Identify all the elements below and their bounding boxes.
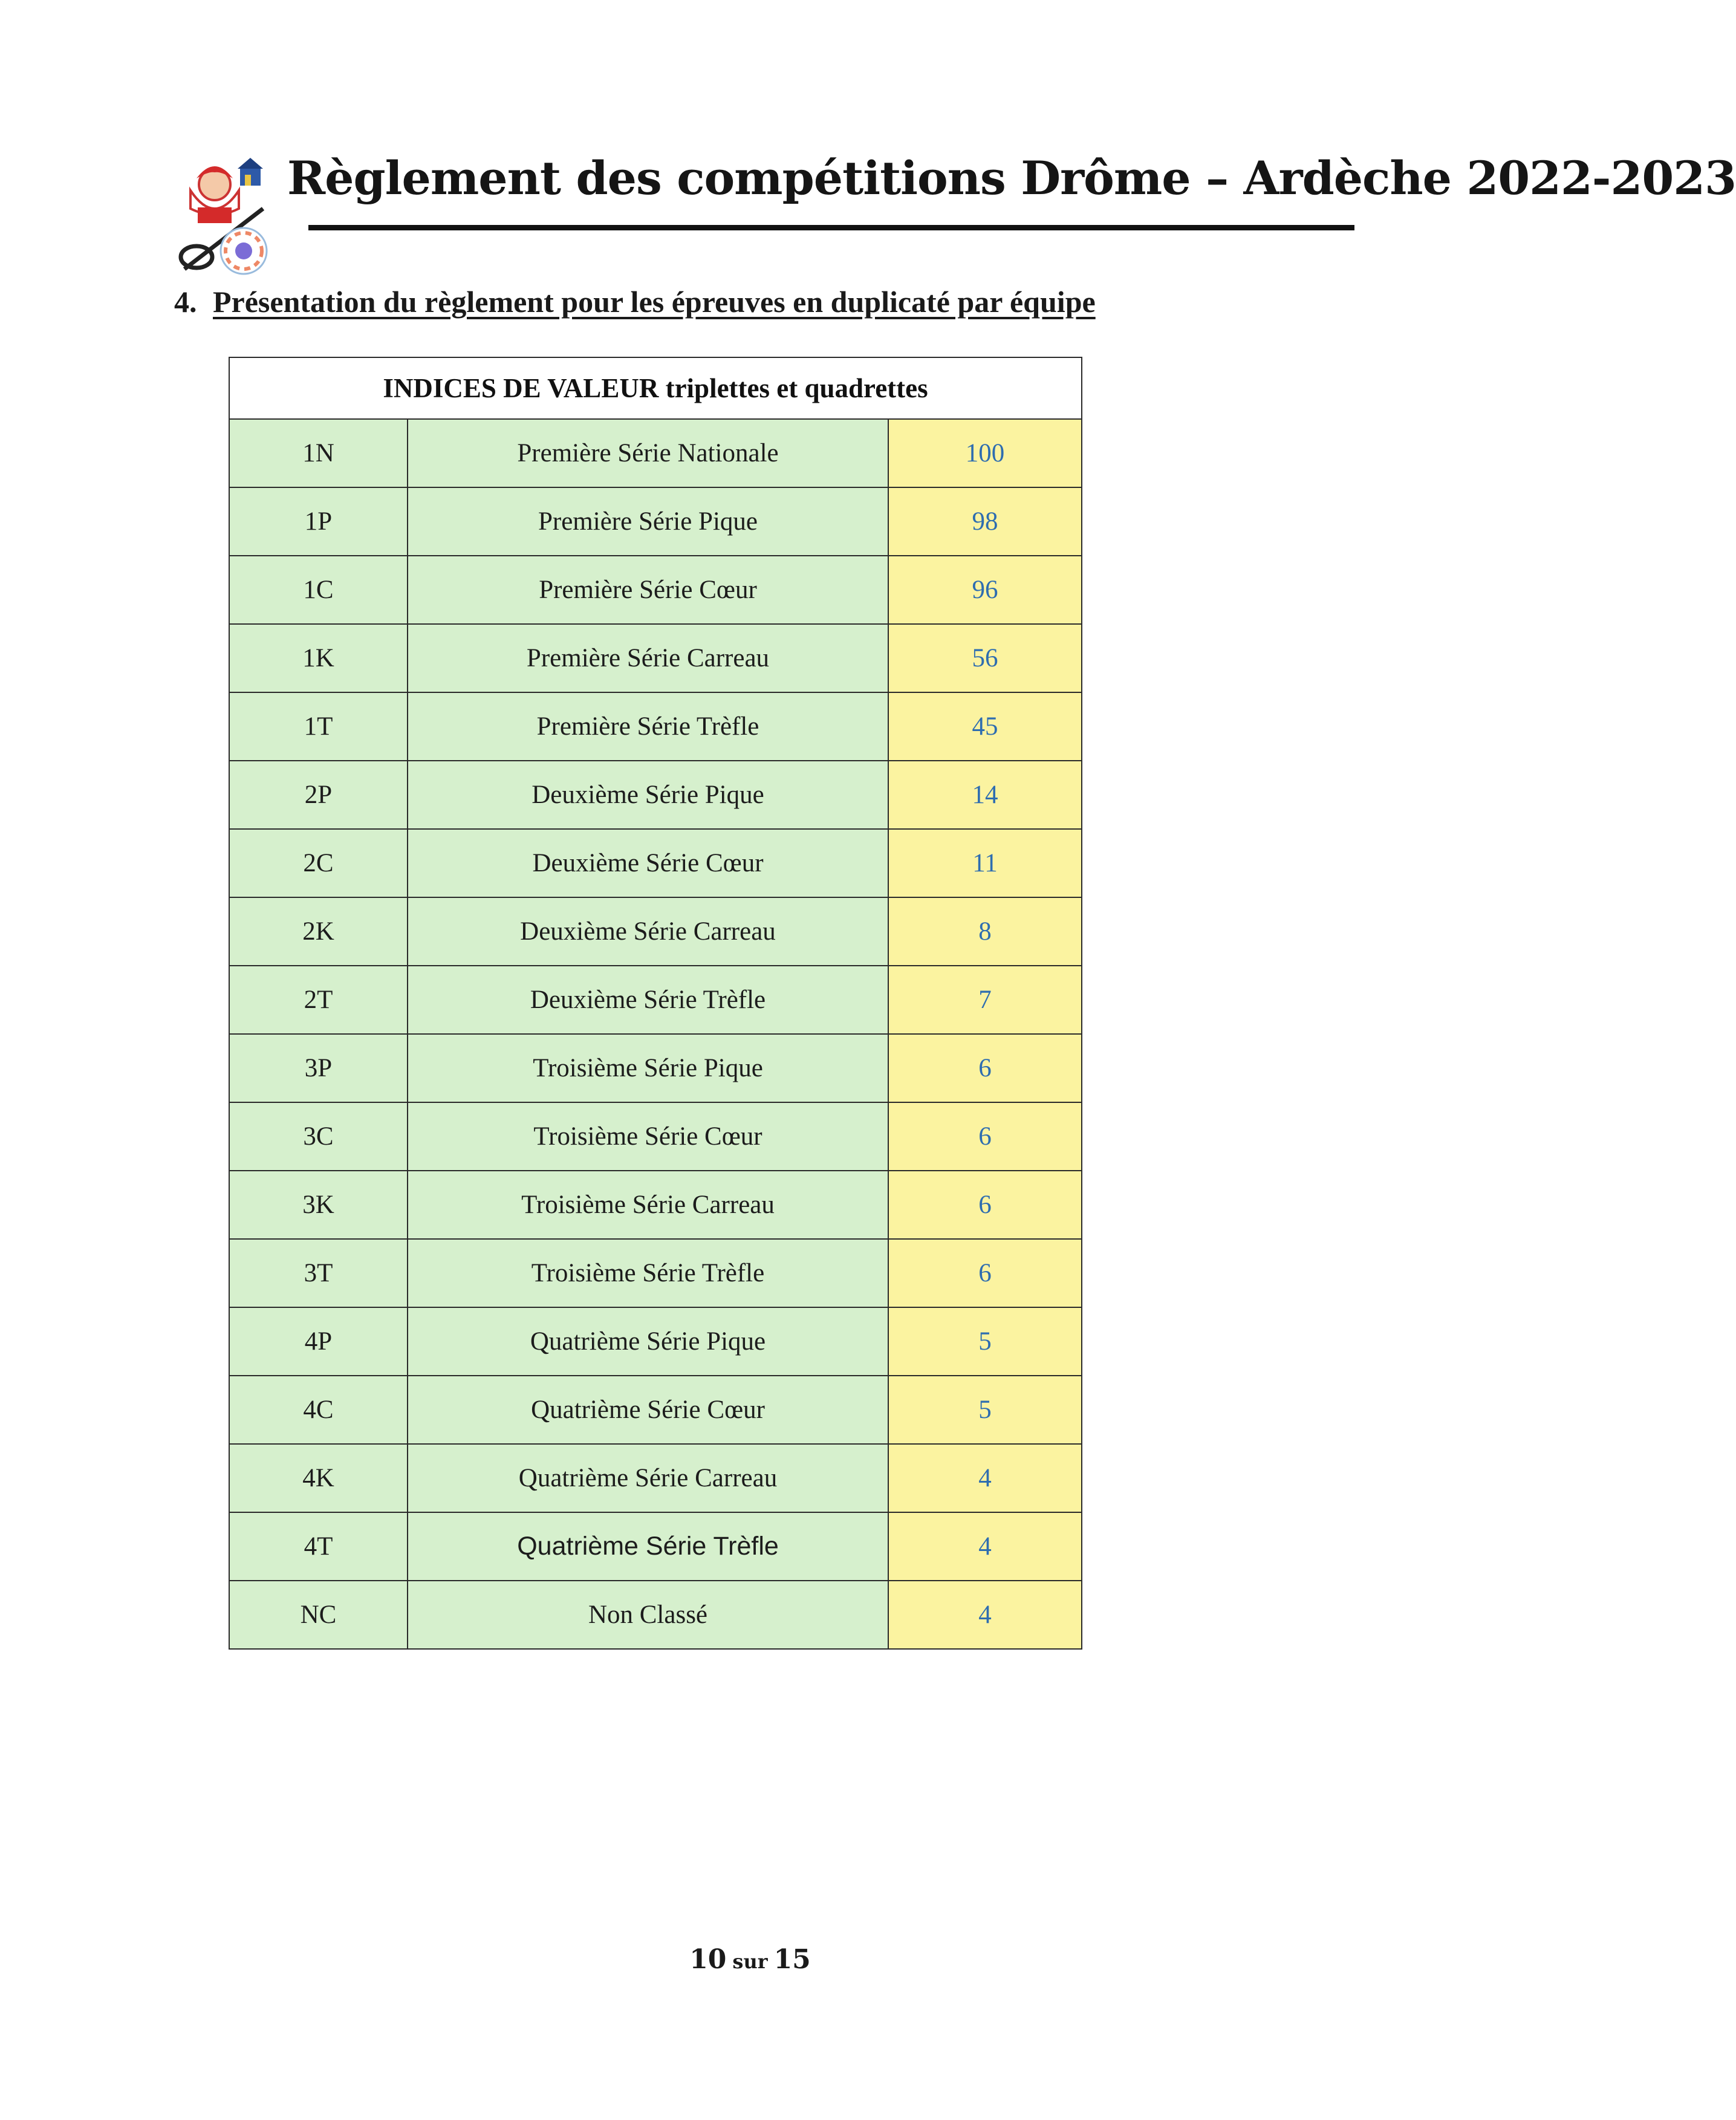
row-value: 4 bbox=[888, 1512, 1082, 1581]
section-title: Présentation du règlement pour les épreuves en duplicaté par équipe bbox=[213, 285, 1096, 319]
table-row bbox=[229, 419, 1082, 487]
page-total: 15 bbox=[773, 1944, 811, 1975]
row-label: Troisième Série Carreau bbox=[408, 1171, 888, 1239]
table-row bbox=[229, 1034, 1082, 1102]
row-label: Quatrième Série Carreau bbox=[408, 1444, 888, 1512]
row-label: Deuxième Série Carreau bbox=[408, 897, 888, 966]
row-value: 7 bbox=[888, 966, 1082, 1034]
table-row bbox=[229, 624, 1082, 692]
row-code: 1N bbox=[229, 419, 408, 487]
row-value: 98 bbox=[888, 487, 1082, 556]
table-row bbox=[229, 1376, 1082, 1444]
row-code: 4K bbox=[229, 1444, 408, 1512]
table-row bbox=[229, 966, 1082, 1034]
row-value: 8 bbox=[888, 897, 1082, 966]
row-label: Première Série Nationale bbox=[408, 419, 888, 487]
table-row bbox=[229, 761, 1082, 829]
row-value: 5 bbox=[888, 1376, 1082, 1444]
row-value: 6 bbox=[888, 1102, 1082, 1171]
row-code: 2P bbox=[229, 761, 408, 829]
row-label: Quatrième Série Trèfle bbox=[408, 1512, 888, 1581]
row-code: 1P bbox=[229, 487, 408, 556]
document-title: Règlement des compétitions Drôme – Ardèche 2022-2023 bbox=[287, 151, 1736, 205]
table-row bbox=[229, 1239, 1082, 1307]
row-code: 1K bbox=[229, 624, 408, 692]
row-code: 4C bbox=[229, 1376, 408, 1444]
row-code: 3P bbox=[229, 1034, 408, 1102]
row-value: 6 bbox=[888, 1239, 1082, 1307]
section-number: 4. bbox=[174, 285, 197, 319]
row-label: Première Série Pique bbox=[408, 487, 888, 556]
row-code: 2K bbox=[229, 897, 408, 966]
row-code: NC bbox=[229, 1581, 408, 1649]
table-header: INDICES DE VALEUR triplettes et quadrettes bbox=[229, 357, 1082, 419]
row-value: 6 bbox=[888, 1034, 1082, 1102]
row-label: Première Série Trèfle bbox=[408, 692, 888, 761]
row-value: 100 bbox=[888, 419, 1082, 487]
row-label: Première Série Cœur bbox=[408, 556, 888, 624]
committee-logo bbox=[172, 154, 281, 281]
row-label: Deuxième Série Trèfle bbox=[408, 966, 888, 1034]
row-label: Non Classé bbox=[408, 1581, 888, 1649]
row-code: 2T bbox=[229, 966, 408, 1034]
row-code: 4T bbox=[229, 1512, 408, 1581]
table-row bbox=[229, 692, 1082, 761]
title-underline-rule bbox=[308, 225, 1354, 230]
row-value: 5 bbox=[888, 1307, 1082, 1376]
table-row bbox=[229, 487, 1082, 556]
table-row bbox=[229, 1512, 1082, 1581]
table-row bbox=[229, 556, 1082, 624]
section-heading bbox=[174, 284, 1096, 319]
page-number bbox=[0, 1944, 1500, 1975]
row-code: 1C bbox=[229, 556, 408, 624]
row-value: 4 bbox=[888, 1581, 1082, 1649]
committee-tarot-logo-icon bbox=[172, 154, 281, 281]
row-label: Troisième Série Pique bbox=[408, 1034, 888, 1102]
page-sur: sur bbox=[732, 1950, 768, 1973]
row-code: 3C bbox=[229, 1102, 408, 1171]
row-label: Quatrième Série Pique bbox=[408, 1307, 888, 1376]
row-value: 96 bbox=[888, 556, 1082, 624]
row-value: 56 bbox=[888, 624, 1082, 692]
table-row bbox=[229, 1171, 1082, 1239]
row-value: 4 bbox=[888, 1444, 1082, 1512]
row-value: 11 bbox=[888, 829, 1082, 897]
row-value: 6 bbox=[888, 1171, 1082, 1239]
row-label: Deuxième Série Pique bbox=[408, 761, 888, 829]
row-code: 1T bbox=[229, 692, 408, 761]
row-label: Troisième Série Cœur bbox=[408, 1102, 888, 1171]
page-current: 10 bbox=[689, 1944, 727, 1975]
row-label: Première Série Carreau bbox=[408, 624, 888, 692]
row-code: 3K bbox=[229, 1171, 408, 1239]
table-row bbox=[229, 1102, 1082, 1171]
table-row bbox=[229, 1581, 1082, 1649]
row-code: 4P bbox=[229, 1307, 408, 1376]
value-index-table bbox=[229, 357, 1082, 1650]
row-label: Troisième Série Trèfle bbox=[408, 1239, 888, 1307]
table-row bbox=[229, 1444, 1082, 1512]
row-code: 2C bbox=[229, 829, 408, 897]
table-header-row bbox=[229, 357, 1082, 419]
row-label: Deuxième Série Cœur bbox=[408, 829, 888, 897]
table-row bbox=[229, 829, 1082, 897]
table-row bbox=[229, 1307, 1082, 1376]
row-label: Quatrième Série Cœur bbox=[408, 1376, 888, 1444]
row-value: 45 bbox=[888, 692, 1082, 761]
row-code: 3T bbox=[229, 1239, 408, 1307]
row-value: 14 bbox=[888, 761, 1082, 829]
table-row bbox=[229, 897, 1082, 966]
